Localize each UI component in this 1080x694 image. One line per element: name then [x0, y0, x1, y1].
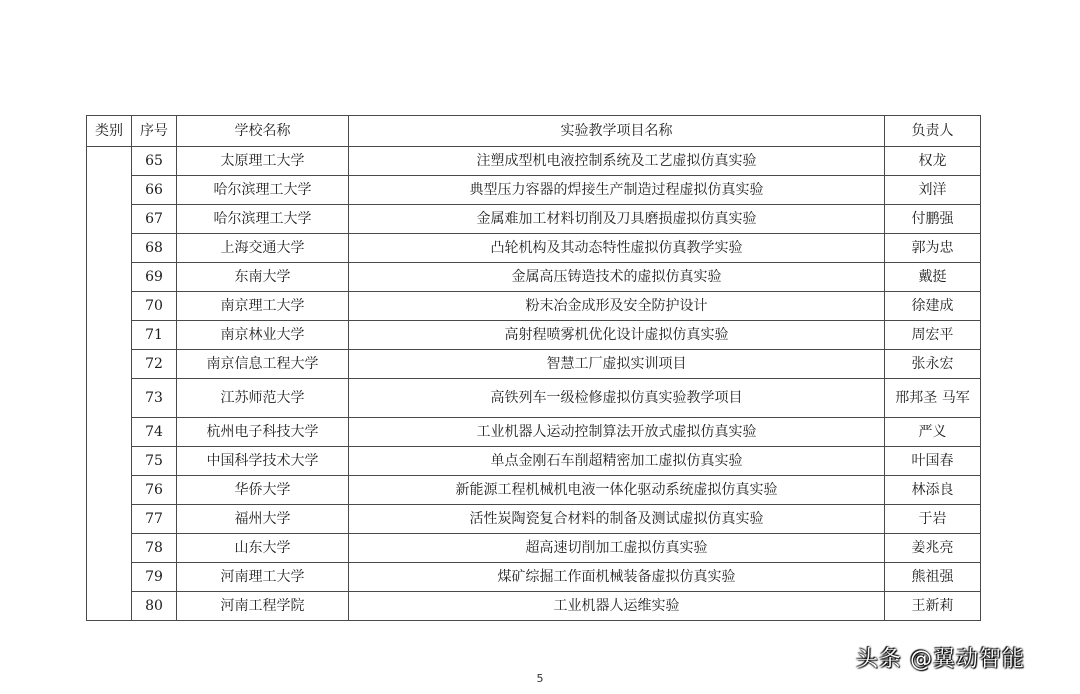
row-number: 69: [132, 263, 177, 292]
header-project: 实验教学项目名称: [349, 116, 885, 147]
header-school: 学校名称: [177, 116, 349, 147]
leader-name: 熊祖强: [885, 563, 981, 592]
school-name: 杭州电子科技大学: [177, 418, 349, 447]
project-name: 注塑成型机电液控制系统及工艺虚拟仿真实验: [349, 147, 885, 176]
project-name: 金属高压铸造技术的虚拟仿真实验: [349, 263, 885, 292]
project-name: 典型压力容器的焊接生产制造过程虚拟仿真实验: [349, 176, 885, 205]
row-number: 70: [132, 292, 177, 321]
table-row: [87, 447, 981, 476]
table-row: [87, 379, 981, 418]
project-name: 活性炭陶瓷复合材料的制备及测试虚拟仿真实验: [349, 505, 885, 534]
leader-name: 邢邦圣 马军: [885, 379, 981, 418]
school-name: 上海交通大学: [177, 234, 349, 263]
header-no: 序号: [132, 116, 177, 147]
school-name: 华侨大学: [177, 476, 349, 505]
row-number: 71: [132, 321, 177, 350]
leader-name: 于岩: [885, 505, 981, 534]
header-category: 类别: [87, 116, 132, 147]
leader-name: 王新莉: [885, 592, 981, 621]
row-number: 79: [132, 563, 177, 592]
leader-name: 戴挺: [885, 263, 981, 292]
school-name: 哈尔滨理工大学: [177, 205, 349, 234]
table-row: [87, 234, 981, 263]
project-name: 粉末冶金成形及安全防护设计: [349, 292, 885, 321]
school-name: 中国科学技术大学: [177, 447, 349, 476]
table-row: [87, 292, 981, 321]
table-row: [87, 418, 981, 447]
table-row: [87, 321, 981, 350]
leader-name: 张永宏: [885, 350, 981, 379]
school-name: 河南工程学院: [177, 592, 349, 621]
school-name: 东南大学: [177, 263, 349, 292]
school-name: 河南理工大学: [177, 563, 349, 592]
row-number: 74: [132, 418, 177, 447]
project-name: 超高速切削加工虚拟仿真实验: [349, 534, 885, 563]
row-number: 73: [132, 379, 177, 418]
row-number: 66: [132, 176, 177, 205]
project-name: 工业机器人运维实验: [349, 592, 885, 621]
row-number: 77: [132, 505, 177, 534]
project-name: 高射程喷雾机优化设计虚拟仿真实验: [349, 321, 885, 350]
leader-name: 姜兆亮: [885, 534, 981, 563]
table-row: [87, 534, 981, 563]
leader-name: 周宏平: [885, 321, 981, 350]
leader-name: 徐建成: [885, 292, 981, 321]
school-name: 福州大学: [177, 505, 349, 534]
header-leader: 负责人: [885, 116, 981, 147]
row-number: 65: [132, 147, 177, 176]
leader-name: 付鹏强: [885, 205, 981, 234]
leader-name: 权龙: [885, 147, 981, 176]
category-cell: [87, 147, 132, 621]
table-row: [87, 147, 981, 176]
table-row: [87, 563, 981, 592]
school-name: 南京理工大学: [177, 292, 349, 321]
project-name: 金属难加工材料切削及刀具磨损虚拟仿真实验: [349, 205, 885, 234]
row-number: 76: [132, 476, 177, 505]
watermark-text: 头条 @翼动智能: [856, 647, 1025, 672]
table-row: [87, 263, 981, 292]
table-row: [87, 476, 981, 505]
page-number: 5: [536, 672, 544, 685]
row-number: 78: [132, 534, 177, 563]
table-row: [87, 592, 981, 621]
school-name: 南京林业大学: [177, 321, 349, 350]
project-name: 单点金刚石车削超精密加工虚拟仿真实验: [349, 447, 885, 476]
row-number: 80: [132, 592, 177, 621]
table-header-row: [87, 116, 981, 147]
row-number: 67: [132, 205, 177, 234]
project-name: 煤矿综掘工作面机械装备虚拟仿真实验: [349, 563, 885, 592]
school-name: 太原理工大学: [177, 147, 349, 176]
leader-name: 严义: [885, 418, 981, 447]
project-name: 凸轮机构及其动态特性虚拟仿真教学实验: [349, 234, 885, 263]
leader-name: 郭为忠: [885, 234, 981, 263]
project-name: 智慧工厂虚拟实训项目: [349, 350, 885, 379]
table-row: [87, 505, 981, 534]
school-name: 南京信息工程大学: [177, 350, 349, 379]
table-row: [87, 205, 981, 234]
leader-name: 刘洋: [885, 176, 981, 205]
school-name: 山东大学: [177, 534, 349, 563]
project-name: 新能源工程机械机电液一体化驱动系统虚拟仿真实验: [349, 476, 885, 505]
project-table: [86, 115, 981, 621]
table-body: [87, 147, 981, 621]
leader-name: 林添良: [885, 476, 981, 505]
project-name: 高铁列车一级检修虚拟仿真实验教学项目: [349, 379, 885, 418]
row-number: 72: [132, 350, 177, 379]
leader-name: 叶国春: [885, 447, 981, 476]
table-row: [87, 350, 981, 379]
school-name: 哈尔滨理工大学: [177, 176, 349, 205]
row-number: 68: [132, 234, 177, 263]
table-row: [87, 176, 981, 205]
row-number: 75: [132, 447, 177, 476]
project-name: 工业机器人运动控制算法开放式虚拟仿真实验: [349, 418, 885, 447]
school-name: 江苏师范大学: [177, 379, 349, 418]
